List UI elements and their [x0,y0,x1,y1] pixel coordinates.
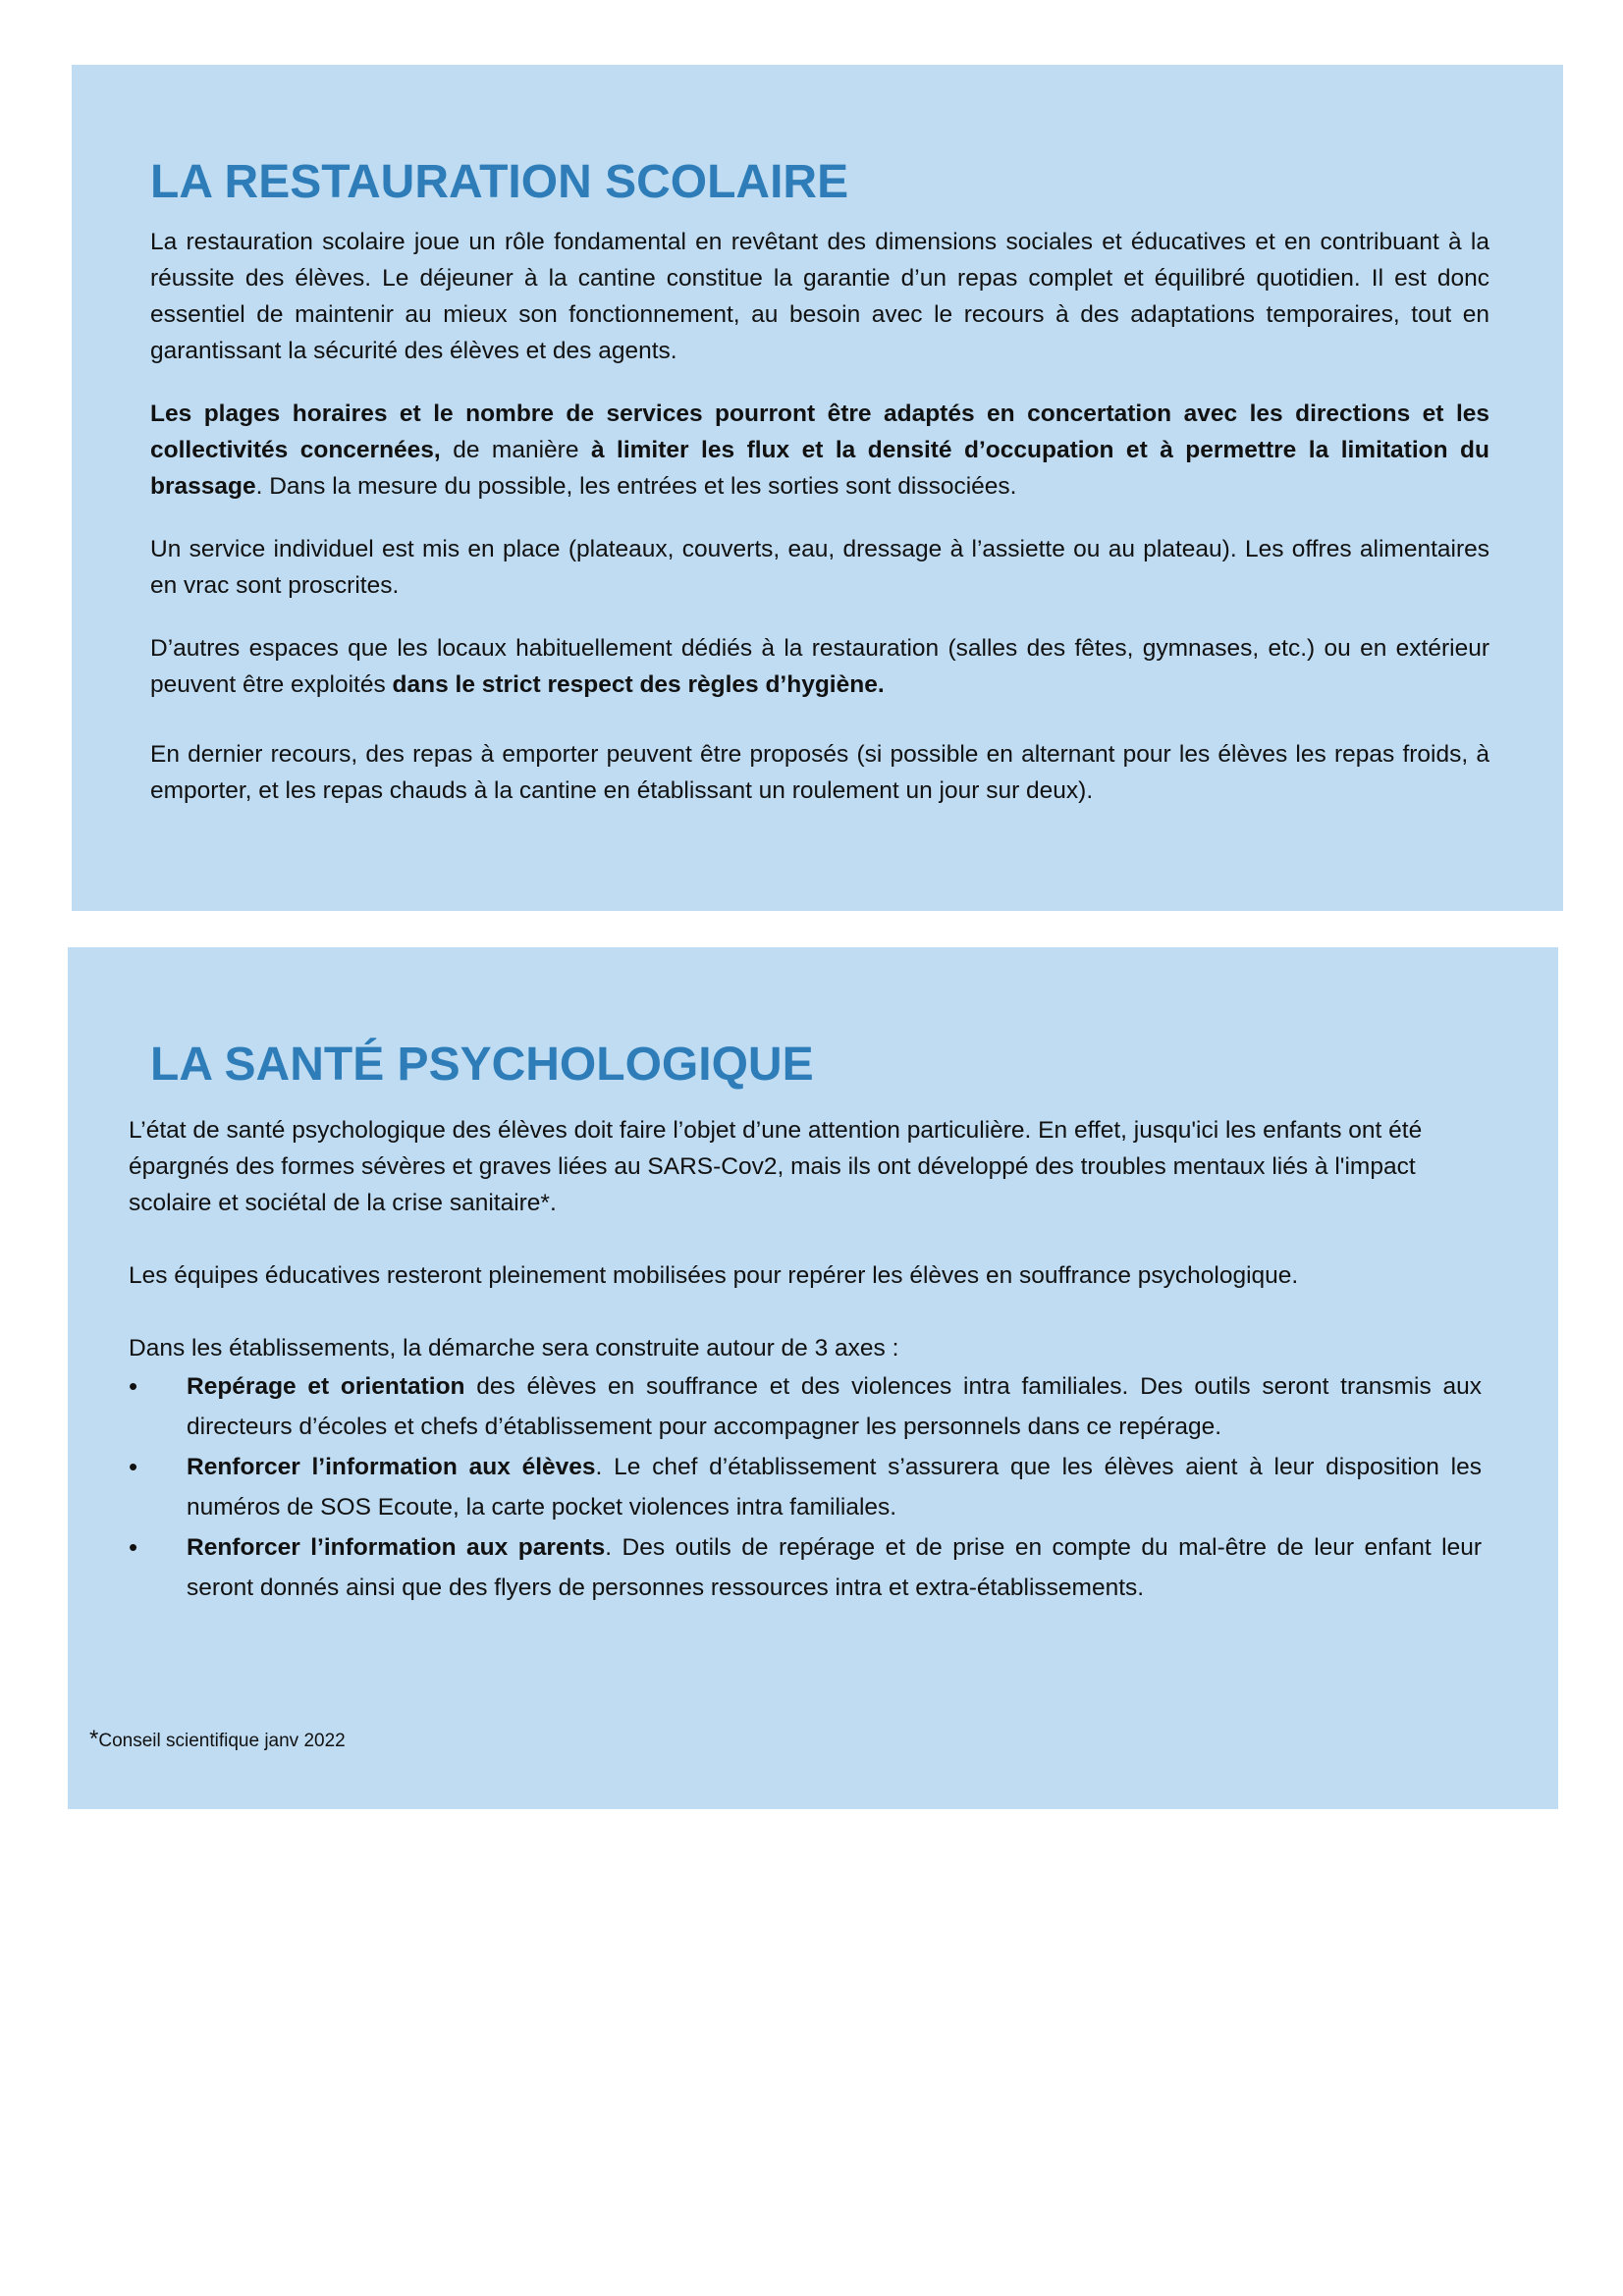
footnote-text: Conseil scientifique janv 2022 [98,1731,346,1751]
bullet-icon: • [129,1532,138,1562]
footnote [89,1728,346,1753]
list-item-bold: Renforcer l’information aux parents [187,1534,606,1561]
sante-title: LA SANTÉ PSYCHOLOGIQUE [150,1039,814,1091]
footnote-star: * [89,1726,99,1752]
list-item-bold: Repérage et orientation [187,1373,465,1400]
sante-section [68,947,1558,1809]
restauration-paragraph-2 [150,396,1489,505]
list-item [129,1527,1482,1608]
restauration-p2-text-1: de manière [440,437,591,463]
bullet-icon: • [129,1452,138,1481]
list-item [129,1366,1482,1447]
restauration-paragraph-5: En dernier recours, des repas à emporter peuvent être proposés (si possible en alternant pour les élèves les repas froids, à emporter, et les repas chauds à la cantine en établissant un roulement un jour sur deux). [150,741,1489,804]
restauration-paragraph-1: La restauration scolaire joue un rôle fondamental en revêtant des dimensions sociales et éducatives et en contribuant à la réussite des élèves. Le déjeuner à la cantine constitue la garantie d’un repas complet et équilibré quotidien. Il est donc essentiel de maintenir au mieux son fonctionnement, au besoin avec le recours à des adaptations temporaires, tout en garantissant la sécurité des élèves et des agents. [150,229,1489,364]
restauration-p2-text-2: . Dans la mesure du possible, les entrées et les sorties sont dissociées. [255,473,1017,500]
restauration-paragraph-3: Un service individuel est mis en place (plateaux, couverts, eau, dressage à l’assiette ou au plateau). Les offres alimentaires en vrac sont proscrites. [150,536,1489,599]
list-item-bold: Renforcer l’information aux élèves [187,1454,596,1480]
list-item-text: . Des outils de repérage et de prise en compte du mal-être de leur enfant leur seront donnés ainsi que des flyers de personnes ressources intra et extra-établissements. [187,1534,1482,1601]
sante-paragraph-3: Dans les établissements, la démarche sera construite autour de 3 axes : [129,1335,899,1362]
restauration-paragraph-4 [150,630,1489,703]
list-item-text: . Le chef d’établissement s’assurera que les élèves aient à leur disposition les numéros de SOS Ecoute, la carte pocket violences intra familiales. [187,1454,1482,1521]
restauration-p2-bold-2: à limiter les flux et la densité d’occupation et à permettre la limitation du brassage [150,437,1489,500]
restauration-p4-bold: dans le strict respect des règles d’hygiène. [392,671,885,698]
list-item-text: des élèves en souffrance et des violences intra familiales. Des outils seront transmis aux directeurs d’écoles et chefs d’établissement pour accompagner les personnels dans ce repérage. [187,1373,1482,1440]
restauration-section [72,65,1563,911]
sante-paragraph-1: L’état de santé psychologique des élèves doit faire l’objet d’une attention particulière. En effet, jusqu'ici les enfants ont été épargnés des formes sévères et graves liées au SARS-Cov2, mais ils ont développé des troubles mentaux liés à l'impact scolaire et sociétal de la crise sanitaire*. [129,1117,1423,1216]
list-item [129,1447,1482,1527]
restauration-p4-text: D’autres espaces que les locaux habituellement dédiés à la restauration (salles des fêtes, gymnases, etc.) ou en extérieur peuvent être exploités [150,635,1489,698]
restauration-p2-bold-1: Les plages horaires et le nombre de services pourront être adaptés en concertation avec les directions et les collectivités concernées, [150,400,1489,463]
restauration-title: LA RESTAURATION SCOLAIRE [150,156,849,208]
axes-list [129,1366,1482,1608]
bullet-icon: • [129,1371,138,1401]
sante-paragraph-2: Les équipes éducatives resteront pleinement mobilisées pour repérer les élèves en souffrance psychologique. [129,1262,1299,1289]
